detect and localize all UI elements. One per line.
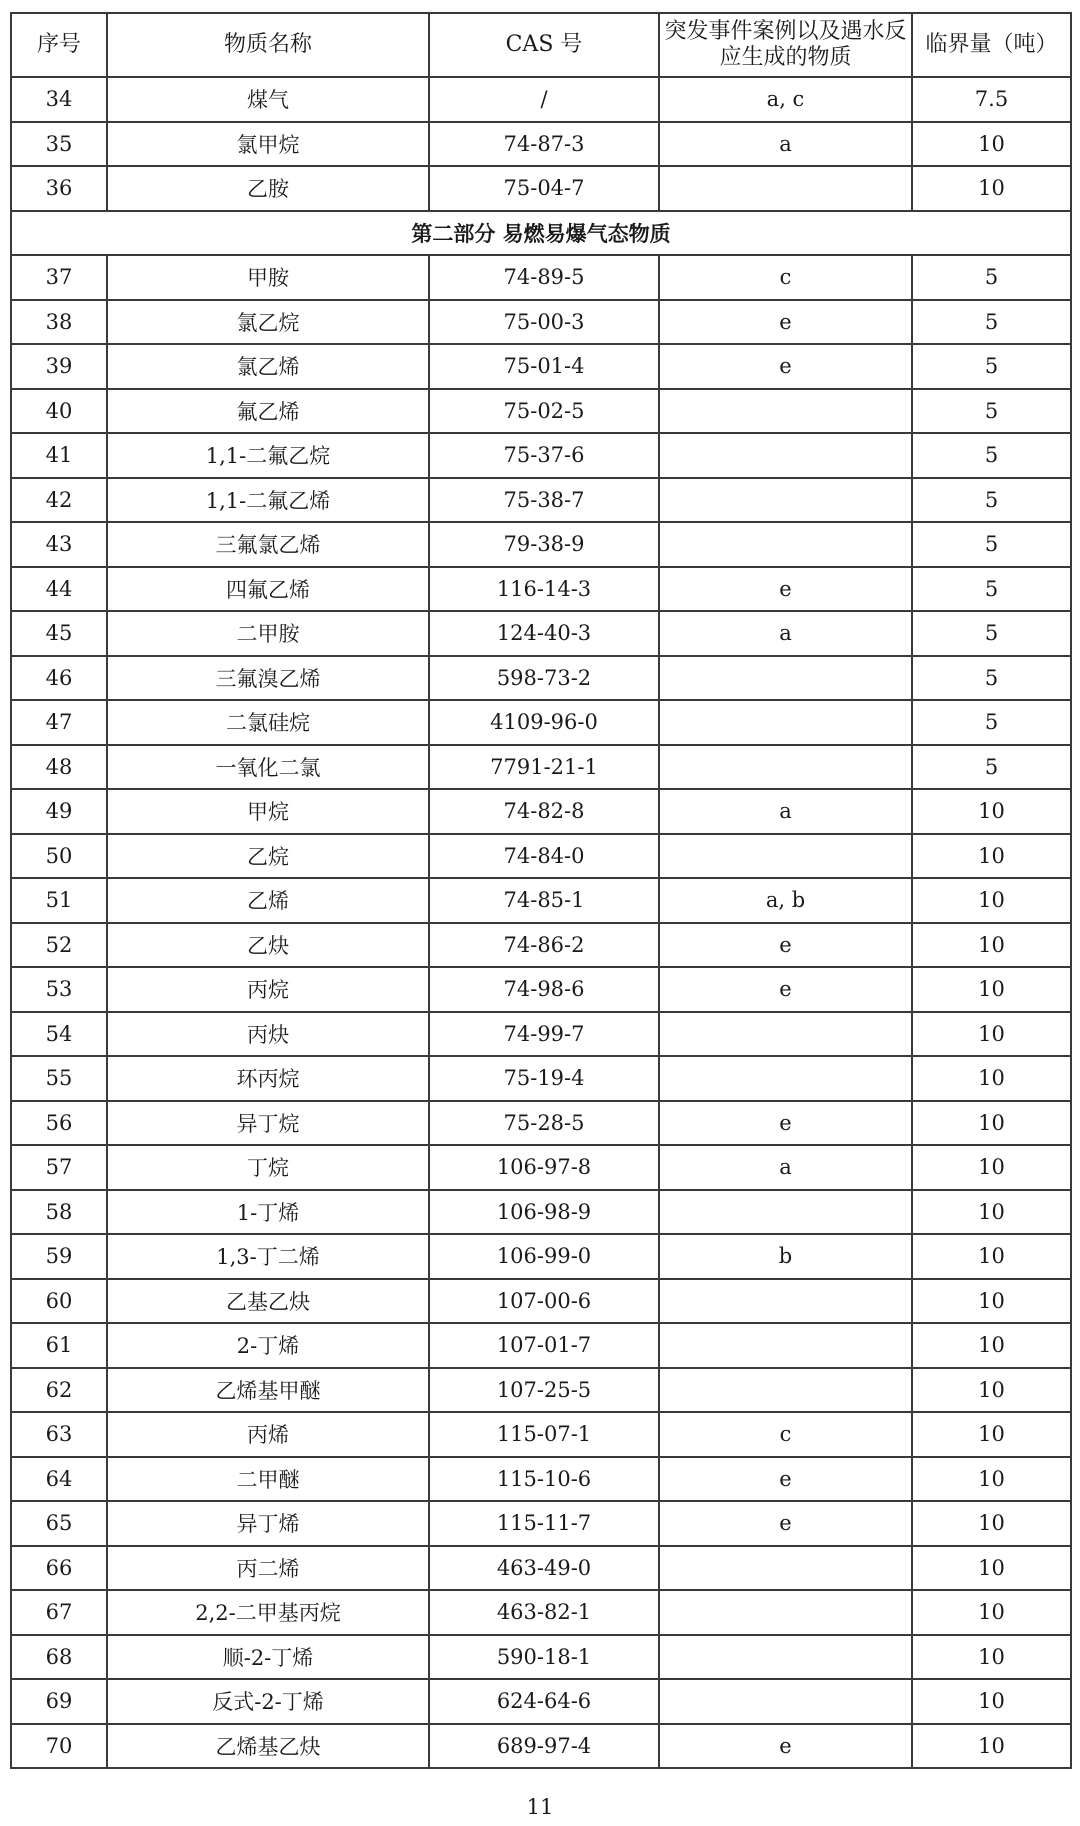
- cell-cas: 689-97-4: [429, 1724, 659, 1769]
- table-row: [11, 878, 1071, 923]
- cell-case: [659, 433, 912, 478]
- table-row: [11, 522, 1071, 567]
- cell-quantity: 10: [912, 967, 1071, 1012]
- cell-no: 56: [11, 1101, 107, 1146]
- table-row: [11, 166, 1071, 211]
- cell-no: 36: [11, 166, 107, 211]
- cell-case: a: [659, 1145, 912, 1190]
- cell-cas: 75-37-6: [429, 433, 659, 478]
- cell-name: 反式-2-丁烯: [107, 1679, 429, 1724]
- cell-name: 三氟溴乙烯: [107, 656, 429, 701]
- table-row: [11, 834, 1071, 879]
- cell-name: 四氟乙烯: [107, 567, 429, 612]
- table-row: [11, 255, 1071, 300]
- cell-case: e: [659, 923, 912, 968]
- cell-case: [659, 166, 912, 211]
- cell-cas: /: [429, 77, 659, 122]
- cell-no: 37: [11, 255, 107, 300]
- cell-quantity: 10: [912, 834, 1071, 879]
- table-row: [11, 923, 1071, 968]
- cell-case: [659, 1279, 912, 1324]
- cell-no: 34: [11, 77, 107, 122]
- header-case: 突发事件案例以及遇水反应生成的物质: [659, 13, 912, 77]
- cell-no: 47: [11, 700, 107, 745]
- cell-name: 乙基乙炔: [107, 1279, 429, 1324]
- table-row: [11, 1590, 1071, 1635]
- cell-no: 46: [11, 656, 107, 701]
- cell-name: 煤气: [107, 77, 429, 122]
- cell-case: a: [659, 789, 912, 834]
- cell-quantity: 10: [912, 122, 1071, 167]
- cell-name: 丙烷: [107, 967, 429, 1012]
- cell-no: 58: [11, 1190, 107, 1235]
- cell-case: a: [659, 122, 912, 167]
- cell-cas: 74-98-6: [429, 967, 659, 1012]
- cell-no: 65: [11, 1501, 107, 1546]
- cell-cas: 115-07-1: [429, 1412, 659, 1457]
- cell-case: [659, 522, 912, 567]
- cell-quantity: 10: [912, 1234, 1071, 1279]
- cell-case: [659, 1012, 912, 1057]
- cell-name: 乙烷: [107, 834, 429, 879]
- cell-no: 66: [11, 1546, 107, 1591]
- table-row: [11, 1323, 1071, 1368]
- cell-quantity: 5: [912, 656, 1071, 701]
- cell-no: 60: [11, 1279, 107, 1324]
- cell-no: 48: [11, 745, 107, 790]
- header-row: [11, 13, 1071, 77]
- cell-quantity: 10: [912, 923, 1071, 968]
- cell-cas: 115-10-6: [429, 1457, 659, 1502]
- table-row: [11, 1368, 1071, 1413]
- cell-case: [659, 1056, 912, 1101]
- table-row: [11, 1234, 1071, 1279]
- cell-name: 二甲胺: [107, 611, 429, 656]
- cell-no: 69: [11, 1679, 107, 1724]
- cell-name: 氯乙烷: [107, 300, 429, 345]
- cell-case: a, b: [659, 878, 912, 923]
- cell-quantity: 10: [912, 1457, 1071, 1502]
- cell-name: 环丙烷: [107, 1056, 429, 1101]
- section-row: [11, 211, 1071, 256]
- cell-name: 氯甲烷: [107, 122, 429, 167]
- cell-name: 2,2-二甲基丙烷: [107, 1590, 429, 1635]
- cell-case: [659, 700, 912, 745]
- cell-case: [659, 834, 912, 879]
- cell-quantity: 10: [912, 1056, 1071, 1101]
- cell-quantity: 10: [912, 1279, 1071, 1324]
- cell-no: 59: [11, 1234, 107, 1279]
- cell-case: [659, 745, 912, 790]
- cell-name: 一氧化二氯: [107, 745, 429, 790]
- table-row: [11, 1679, 1071, 1724]
- cell-no: 57: [11, 1145, 107, 1190]
- cell-quantity: 5: [912, 478, 1071, 523]
- cell-name: 丁烷: [107, 1145, 429, 1190]
- cell-quantity: 10: [912, 1679, 1071, 1724]
- cell-cas: 106-97-8: [429, 1145, 659, 1190]
- table-header: [11, 13, 1071, 77]
- cell-quantity: 5: [912, 433, 1071, 478]
- cell-cas: 107-25-5: [429, 1368, 659, 1413]
- cell-name: 三氟氯乙烯: [107, 522, 429, 567]
- table-row: [11, 1501, 1071, 1546]
- table-row: [11, 611, 1071, 656]
- header-cas: CAS 号: [429, 13, 659, 77]
- cell-name: 顺-2-丁烯: [107, 1635, 429, 1680]
- cell-cas: 74-84-0: [429, 834, 659, 879]
- cell-case: a, c: [659, 77, 912, 122]
- cell-cas: 107-00-6: [429, 1279, 659, 1324]
- cell-case: [659, 1323, 912, 1368]
- cell-cas: 115-11-7: [429, 1501, 659, 1546]
- cell-quantity: 10: [912, 1412, 1071, 1457]
- cell-no: 70: [11, 1724, 107, 1769]
- cell-quantity: 10: [912, 1501, 1071, 1546]
- cell-quantity: 5: [912, 300, 1071, 345]
- cell-cas: 75-02-5: [429, 389, 659, 434]
- cell-quantity: 5: [912, 344, 1071, 389]
- table-row: [11, 745, 1071, 790]
- cell-case: e: [659, 967, 912, 1012]
- cell-no: 40: [11, 389, 107, 434]
- cell-cas: 79-38-9: [429, 522, 659, 567]
- cell-case: e: [659, 1101, 912, 1146]
- cell-quantity: 10: [912, 1323, 1071, 1368]
- cell-no: 51: [11, 878, 107, 923]
- cell-case: [659, 1546, 912, 1591]
- cell-no: 45: [11, 611, 107, 656]
- cell-cas: 74-99-7: [429, 1012, 659, 1057]
- cell-quantity: 10: [912, 1590, 1071, 1635]
- cell-cas: 107-01-7: [429, 1323, 659, 1368]
- cell-no: 43: [11, 522, 107, 567]
- cell-quantity: 10: [912, 1012, 1071, 1057]
- table-row: [11, 478, 1071, 523]
- table-row: [11, 789, 1071, 834]
- cell-name: 2-丁烯: [107, 1323, 429, 1368]
- cell-no: 53: [11, 967, 107, 1012]
- cell-cas: 75-19-4: [429, 1056, 659, 1101]
- cell-quantity: 5: [912, 567, 1071, 612]
- cell-quantity: 5: [912, 522, 1071, 567]
- table-row: [11, 1190, 1071, 1235]
- cell-cas: 75-38-7: [429, 478, 659, 523]
- cell-case: [659, 1679, 912, 1724]
- cell-case: e: [659, 300, 912, 345]
- cell-name: 甲胺: [107, 255, 429, 300]
- cell-quantity: 10: [912, 1546, 1071, 1591]
- table-row: [11, 1279, 1071, 1324]
- cell-no: 55: [11, 1056, 107, 1101]
- cell-quantity: 10: [912, 1190, 1071, 1235]
- cell-cas: 106-99-0: [429, 1234, 659, 1279]
- table-row: [11, 344, 1071, 389]
- cell-case: [659, 478, 912, 523]
- header-no: 序号: [11, 13, 107, 77]
- cell-case: [659, 656, 912, 701]
- cell-no: 67: [11, 1590, 107, 1635]
- cell-cas: 75-00-3: [429, 300, 659, 345]
- cell-cas: 116-14-3: [429, 567, 659, 612]
- table-row: [11, 1056, 1071, 1101]
- cell-quantity: 10: [912, 789, 1071, 834]
- cell-case: [659, 389, 912, 434]
- cell-name: 甲烷: [107, 789, 429, 834]
- cell-quantity: 7.5: [912, 77, 1071, 122]
- cell-cas: 75-28-5: [429, 1101, 659, 1146]
- section-header: [11, 211, 1071, 256]
- cell-no: 63: [11, 1412, 107, 1457]
- cell-name: 异丁烯: [107, 1501, 429, 1546]
- table-row: [11, 1101, 1071, 1146]
- header-quantity: 临界量（吨）: [912, 13, 1071, 77]
- cell-quantity: 10: [912, 1724, 1071, 1769]
- cell-quantity: 10: [912, 1635, 1071, 1680]
- table-body-part1: [11, 77, 1071, 211]
- cell-name: 1,1-二氟乙烷: [107, 433, 429, 478]
- cell-cas: 598-73-2: [429, 656, 659, 701]
- cell-name: 二氯硅烷: [107, 700, 429, 745]
- cell-no: 50: [11, 834, 107, 879]
- cell-no: 52: [11, 923, 107, 968]
- cell-cas: 74-87-3: [429, 122, 659, 167]
- cell-case: e: [659, 567, 912, 612]
- cell-no: 54: [11, 1012, 107, 1057]
- cell-name: 1,3-丁二烯: [107, 1234, 429, 1279]
- cell-no: 49: [11, 789, 107, 834]
- cell-cas: 74-86-2: [429, 923, 659, 968]
- cell-name: 二甲醚: [107, 1457, 429, 1502]
- cell-no: 61: [11, 1323, 107, 1368]
- cell-case: e: [659, 1501, 912, 1546]
- cell-no: 41: [11, 433, 107, 478]
- cell-case: b: [659, 1234, 912, 1279]
- cell-name: 丙二烯: [107, 1546, 429, 1591]
- table-row: [11, 567, 1071, 612]
- cell-cas: 106-98-9: [429, 1190, 659, 1235]
- cell-case: [659, 1190, 912, 1235]
- table-row: [11, 122, 1071, 167]
- cell-name: 异丁烷: [107, 1101, 429, 1146]
- header-name: 物质名称: [107, 13, 429, 77]
- cell-name: 氟乙烯: [107, 389, 429, 434]
- cell-quantity: 10: [912, 1145, 1071, 1190]
- cell-no: 64: [11, 1457, 107, 1502]
- cell-quantity: 5: [912, 700, 1071, 745]
- cell-name: 1-丁烯: [107, 1190, 429, 1235]
- table-row: [11, 1412, 1071, 1457]
- cell-case: e: [659, 1724, 912, 1769]
- table-row: [11, 1724, 1071, 1769]
- cell-cas: 4109-96-0: [429, 700, 659, 745]
- cell-quantity: 5: [912, 389, 1071, 434]
- cell-case: [659, 1635, 912, 1680]
- table-body-part2: [11, 255, 1071, 1768]
- table-row: [11, 967, 1071, 1012]
- cell-case: e: [659, 344, 912, 389]
- cell-name: 氯乙烯: [107, 344, 429, 389]
- cell-name: 乙烯基乙炔: [107, 1724, 429, 1769]
- cell-cas: 124-40-3: [429, 611, 659, 656]
- cell-cas: 463-82-1: [429, 1590, 659, 1635]
- cell-quantity: 10: [912, 166, 1071, 211]
- cell-quantity: 10: [912, 1101, 1071, 1146]
- cell-cas: 463-49-0: [429, 1546, 659, 1591]
- table-row: [11, 300, 1071, 345]
- cell-name: 丙烯: [107, 1412, 429, 1457]
- cell-cas: 7791-21-1: [429, 745, 659, 790]
- cell-cas: 75-01-4: [429, 344, 659, 389]
- cell-no: 44: [11, 567, 107, 612]
- cell-name: 乙胺: [107, 166, 429, 211]
- cell-name: 丙炔: [107, 1012, 429, 1057]
- cell-name: 1,1-二氟乙烯: [107, 478, 429, 523]
- table-row: [11, 389, 1071, 434]
- table-row: [11, 433, 1071, 478]
- table-row: [11, 1546, 1071, 1591]
- cell-no: 38: [11, 300, 107, 345]
- table-row: [11, 656, 1071, 701]
- section-title: 第二部分 易燃易爆气态物质: [11, 211, 1071, 256]
- table-row: [11, 700, 1071, 745]
- cell-quantity: 5: [912, 611, 1071, 656]
- hazardous-substances-table: [10, 12, 1072, 1769]
- table-row: [11, 1635, 1071, 1680]
- cell-no: 39: [11, 344, 107, 389]
- cell-quantity: 5: [912, 255, 1071, 300]
- table-row: [11, 1457, 1071, 1502]
- cell-no: 42: [11, 478, 107, 523]
- cell-case: [659, 1368, 912, 1413]
- cell-name: 乙烯: [107, 878, 429, 923]
- cell-case: c: [659, 1412, 912, 1457]
- cell-no: 35: [11, 122, 107, 167]
- cell-cas: 74-82-8: [429, 789, 659, 834]
- table-row: [11, 1145, 1071, 1190]
- cell-name: 乙烯基甲醚: [107, 1368, 429, 1413]
- cell-quantity: 10: [912, 878, 1071, 923]
- cell-cas: 75-04-7: [429, 166, 659, 211]
- cell-case: [659, 1590, 912, 1635]
- cell-no: 68: [11, 1635, 107, 1680]
- cell-cas: 590-18-1: [429, 1635, 659, 1680]
- cell-cas: 74-89-5: [429, 255, 659, 300]
- cell-quantity: 10: [912, 1368, 1071, 1413]
- cell-case: e: [659, 1457, 912, 1502]
- cell-name: 乙炔: [107, 923, 429, 968]
- table-row: [11, 77, 1071, 122]
- cell-cas: 624-64-6: [429, 1679, 659, 1724]
- cell-no: 62: [11, 1368, 107, 1413]
- page-number: 11: [526, 1795, 554, 1819]
- table-row: [11, 1012, 1071, 1057]
- cell-cas: 74-85-1: [429, 878, 659, 923]
- cell-case: a: [659, 611, 912, 656]
- cell-quantity: 5: [912, 745, 1071, 790]
- cell-case: c: [659, 255, 912, 300]
